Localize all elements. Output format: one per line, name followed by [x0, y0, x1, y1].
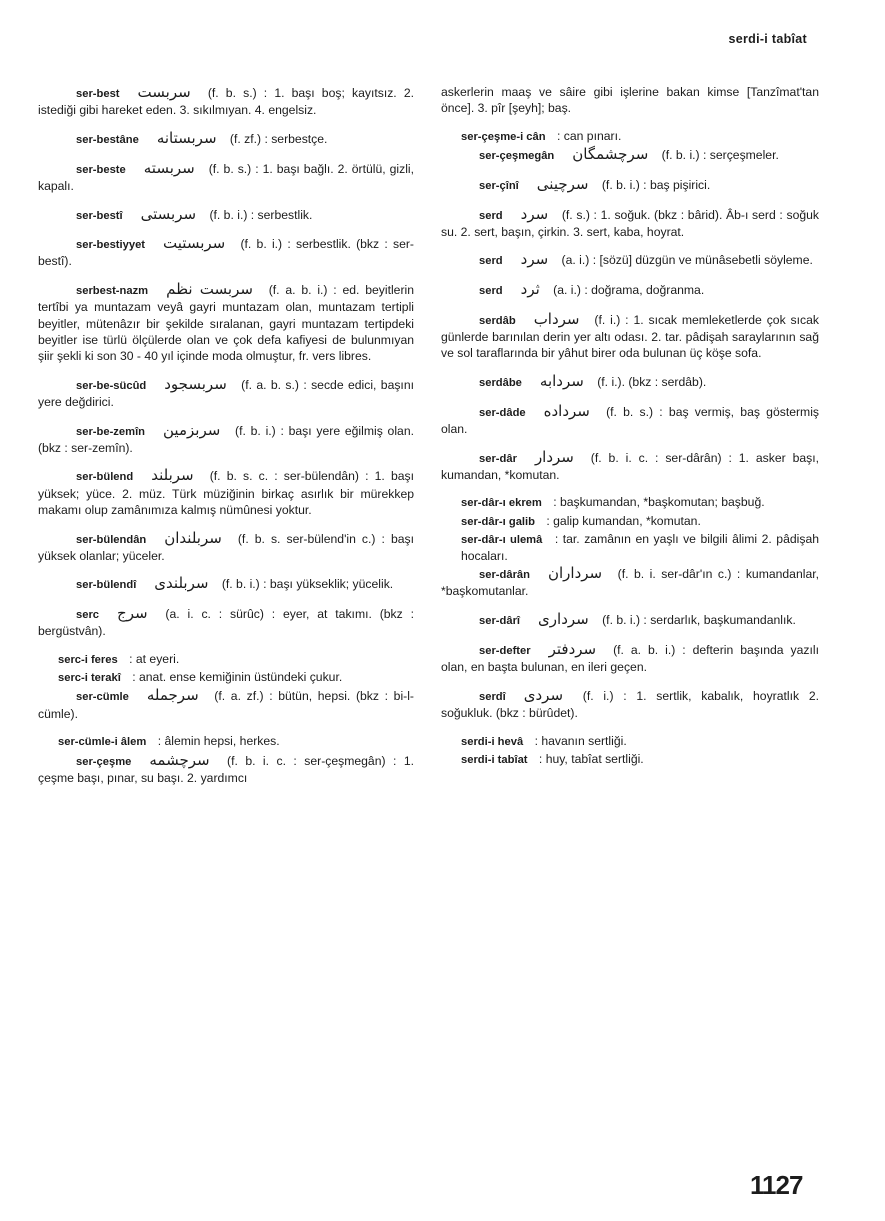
dictionary-entry	[441, 641, 819, 675]
headword: serdi-i tabîat	[461, 753, 528, 766]
headword: ser-defter	[479, 644, 531, 657]
definition: (f. i.) : 1. sıcak memleketlerde çok sıcak günlerde barınılan derin yer altı odası. 2. tar. pâdişah saraylarının sağ ve sol taraflarında bir yâhut birer oda bulunan üç köşe sofa.	[441, 312, 819, 361]
arabic-script: سردى	[523, 685, 564, 704]
headword: ser-cümle-i âlem	[58, 736, 147, 749]
entry-text: askerlerin maaş ve sâire gibi işlerine bakan kimse [Tanzîmat'tan önce]. 3. pîr [şeyh]; baş.	[441, 85, 819, 116]
dictionary-entry	[441, 311, 819, 362]
definition: (f. b. i.) : başı yere eğilmiş olan. (bkz : ser-zemîn).	[38, 423, 414, 455]
definition: (a. i.) : doğrama, doğranma.	[549, 283, 705, 298]
arabic-script: سردار	[534, 447, 574, 466]
dictionary-entry	[441, 176, 819, 194]
definition: : anat. ense kemiğinin üstündeki çukur.	[128, 670, 343, 685]
arabic-script: سردابه	[539, 371, 584, 390]
arabic-script: سربست	[137, 83, 191, 101]
headword: ser-be-sücûd	[76, 379, 147, 392]
arabic-script: سربسته	[143, 158, 195, 177]
dictionary-entry	[441, 611, 819, 629]
headword: ser-beste	[76, 163, 126, 176]
headword: serdâbe	[479, 376, 522, 389]
dictionary-entry	[38, 84, 414, 118]
sub-entry	[38, 733, 414, 750]
definition: (a. i.) : [sözü] düzgün ve münâsebetli söyleme.	[558, 253, 813, 268]
headword: serbest-nazm	[76, 285, 149, 298]
definition: (f. i.) : 1. sertlik, kabalık, hoyratlık 2. soğukluk. (bkz : bürûdet).	[441, 688, 819, 720]
dictionary-entry	[441, 146, 819, 164]
arabic-script: سرداران	[548, 564, 603, 583]
dictionary-entry	[38, 235, 414, 269]
definition: (a. i. c. : sürûc) : eyer, at takımı. (bkz : bergüstvân).	[38, 607, 414, 639]
dictionary-entry	[441, 565, 819, 599]
definition: (f. a. b. i.) : ed. beyitlerin tertîbi ya muntazam veyâ gayri muntazam olan, muntazam tertipli beyitler, mütenâzır bir şekilde sıralanan, gayri muntazam tertipdeki beyitler ise türlü ölçülerde olan ve çok defa kafiyesi de bulunmıyan şiir şekli ki son 30 - 40 yıl içinde moda olmuştur, fr. vers libres.	[38, 283, 414, 363]
definition: (f. b. s.) : 1. başı bağlı. 2. örtülü, gizli, kapalı.	[38, 161, 414, 193]
arabic-script: سرج	[117, 604, 148, 623]
definition: (f. b. i. ser-dâr'ın c.) : kumandanlar, *başkomutanlar.	[441, 567, 819, 599]
definition: (f. s.) : 1. soğuk. (bkz : bârid). Âb-ı serd : soğuk su. 2. sert, başın, çirkin. 3. sert, kaba, hoyrat.	[441, 207, 819, 239]
definition: (f. b. i. c. : ser-dârân) : 1. asker başı, kumandan, *komutan.	[441, 450, 819, 482]
headword: ser-bestiyyet	[76, 239, 146, 252]
arabic-script: ثرد	[520, 280, 540, 299]
sub-entry	[441, 513, 819, 530]
dictionary-entry	[38, 575, 414, 593]
left-column	[38, 84, 414, 798]
dictionary-entry	[441, 403, 819, 437]
sub-entry	[441, 733, 819, 750]
headword: serd	[479, 255, 503, 268]
dictionary-entry	[38, 206, 414, 224]
headword: ser-çeşmegân	[479, 150, 555, 163]
headword: ser-bülendân	[76, 533, 147, 546]
headword: ser-dâr-ı ekrem	[461, 497, 542, 510]
definition: (f. b. i.) : serbestlik.	[206, 207, 313, 222]
dictionary-entry	[441, 281, 819, 299]
arabic-script: سرداده	[543, 401, 590, 420]
arabic-script: سرچشمه	[149, 750, 210, 769]
definition: (f. b. i.) : serbestlik. (bkz : ser-bestî).	[38, 237, 414, 269]
sub-entry	[441, 128, 819, 145]
dictionary-entry	[441, 449, 819, 483]
definition: (f. i.). (bkz : serdâb).	[593, 374, 707, 389]
arabic-script: سربزمين	[163, 420, 221, 439]
entry-continuation	[441, 84, 819, 116]
dictionary-entry	[38, 752, 414, 786]
definition: (f. a. b. s.) : secde edici, başını yere değdirici.	[38, 377, 414, 409]
arabic-script: سردفتر	[548, 639, 597, 658]
definition: (f. a. zf.) : bütün, hepsi. (bkz : bi-l-cümle).	[38, 689, 414, 721]
definition: (f. b. i. c. : ser-çeşmegân) : 1. çeşme başı, pınar, su başı. 2. yardımcı	[38, 753, 414, 785]
definition: : havanın sertliği.	[531, 733, 627, 748]
headword: ser-dâr-ı ulemâ	[461, 533, 543, 546]
headword: serc	[76, 609, 100, 622]
headword: ser-best	[76, 88, 120, 100]
definition: : âlemin hepsi, herkes.	[154, 734, 280, 749]
definition: : tar. zamânın en yaşlı ve bilgili âlimi 2. pâdişah hocaları.	[461, 531, 819, 564]
headword: ser-bestî	[76, 209, 123, 222]
dictionary-entry	[38, 130, 414, 148]
definition: (f. a. b. i.) : defterin başında yazılı olan, en başta bulunan, en ileri geçen.	[441, 642, 819, 675]
headword: ser-bülend	[76, 471, 134, 484]
headword: ser-çeşme-i cân	[461, 130, 546, 143]
definition: (f. b. i.) : serdarlık, başkumandanlık.	[598, 613, 796, 628]
arabic-script: سرد	[520, 250, 549, 269]
headword: serdâb	[479, 314, 516, 327]
headword: serc-i terakî	[58, 672, 121, 685]
running-head: serdi-i tabîat	[728, 32, 807, 46]
dictionary-entry	[441, 373, 819, 391]
definition: (f. b. i.) : baş pişirici.	[598, 177, 711, 192]
headword: ser-çînî	[479, 179, 519, 192]
headword: ser-bestâne	[76, 133, 139, 146]
headword: serdi-i hevâ	[461, 735, 524, 748]
definition: (f. b. i.) : serçeşmeler.	[658, 148, 779, 163]
headword: ser-dâde	[479, 406, 526, 419]
sub-entry	[441, 531, 819, 564]
arabic-script: سربلندى	[154, 574, 209, 593]
headword: ser-be-zemîn	[76, 425, 146, 438]
headword: ser-dâr	[479, 452, 517, 465]
definition: : galip kumandan, *komutan.	[542, 513, 701, 528]
dictionary-entry	[38, 467, 414, 518]
definition: (f. b. s.) : baş vermiş, baş göstermiş olan.	[441, 404, 819, 436]
right-column	[441, 84, 819, 769]
definition: (f. b. s. ser-bülend'in c.) : başı yüksek olanlar; yüceler.	[38, 531, 414, 563]
definition: : at eyeri.	[125, 652, 180, 667]
arabic-script: سربستيت	[163, 234, 226, 253]
page-number: 1127	[750, 1170, 803, 1200]
dictionary-entry	[441, 687, 819, 721]
headword: ser-çeşme	[76, 755, 132, 768]
arabic-script: سرچينى	[536, 174, 589, 193]
dictionary-entry	[38, 605, 414, 639]
headword: serd	[479, 285, 503, 298]
headword: serd	[479, 209, 503, 222]
definition: : huy, tabîat sertliği.	[535, 751, 644, 766]
sub-entry	[38, 669, 414, 686]
definition: (f. b. i.) : başı yükseklik; yücelik.	[218, 577, 394, 592]
definition: (f. zf.) : serbestçe.	[226, 131, 328, 146]
arabic-script: سربستى	[140, 204, 197, 223]
arabic-script: سربسجود	[164, 374, 227, 393]
definition: (f. b. s. c. : ser-bülendân) : 1. başı yüksek; yüce. 2. müz. Türk müziğinin birkaç asırlık bir mürekkep makamı olup zamânımıza kalmış nümûnesi yoktur.	[38, 469, 414, 517]
definition: (f. b. s.) : 1. başı boş; kayıtsız. 2. istediği gibi hareket eden. 3. sıkılmıyan. 4. engelsiz.	[38, 86, 414, 118]
arabic-script: سرجمله	[146, 686, 199, 705]
arabic-script: سرچشمگان	[572, 145, 649, 164]
arabic-script: سرد	[520, 204, 549, 223]
headword: ser-dârân	[479, 569, 530, 582]
dictionary-entry	[441, 206, 819, 240]
definition: : can pınarı.	[553, 128, 622, 143]
arabic-script: سربلندان	[164, 528, 222, 547]
headword: ser-dâr-ı galib	[461, 515, 535, 528]
arabic-script: سربستانه	[156, 128, 217, 147]
dictionary-entry	[38, 376, 414, 410]
definition: : başkumandan, *başkomutan; başbuğ.	[549, 495, 765, 510]
headword: ser-cümle	[76, 691, 129, 704]
arabic-script: سردارى	[538, 610, 589, 629]
dictionary-entry	[38, 530, 414, 564]
headword: ser-dârî	[479, 615, 521, 628]
headword: ser-bülendî	[76, 579, 137, 592]
dictionary-entry	[441, 251, 819, 269]
arabic-script: سربست نظم	[166, 280, 253, 299]
arabic-script: سرداب	[533, 309, 580, 328]
sub-entry	[441, 494, 819, 511]
dictionary-entry	[38, 160, 414, 194]
dictionary-entry	[38, 687, 414, 721]
headword: serdî	[479, 690, 506, 703]
dictionary-entry	[38, 422, 414, 456]
arabic-script: سربلند	[151, 466, 194, 485]
headword: serc-i feres	[58, 654, 118, 667]
sub-entry	[441, 751, 819, 768]
sub-entry	[38, 651, 414, 668]
dictionary-entry	[38, 281, 414, 364]
